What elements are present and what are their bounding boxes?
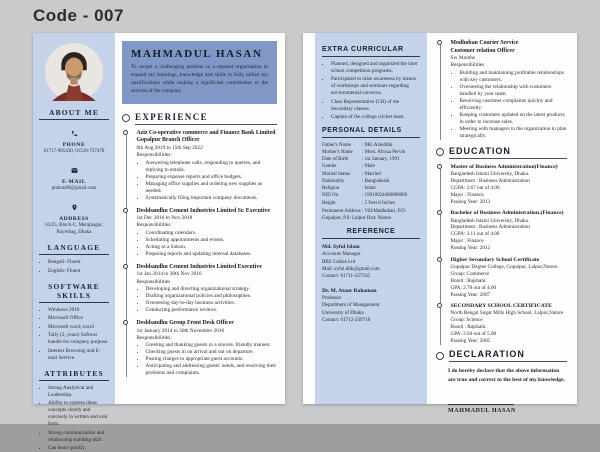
list-item: • Bengali- Fluent [48,259,109,266]
phone-label: PHONE [62,142,86,148]
personal-details-heading: PERSONAL DETAILS [322,127,420,138]
detail-value: : Islam [362,185,420,192]
list-item: Contact: 01711-227565 [322,273,371,280]
entry-responsibilities-label: Responsibilities: [136,335,172,342]
list-item: Group: Science [450,317,483,324]
list-item: Contact: 01712-239716 [322,317,371,323]
list-item: North Bengal Sugar Mills High School, Lalpur,Natore [450,310,564,317]
work-responsibilities-label: Responsibilities [450,62,485,69]
list-item: • Coordinating calendars. [146,230,278,237]
detail-value: : 5 Feet 8 Inches [362,200,420,207]
detail-value: : 19910024400000009 [362,192,420,199]
list-item: Passing Year: 2012 [450,245,491,252]
detail-value: : Male [362,163,420,170]
detail-value: : 1st January, 1991 [362,156,420,163]
section-circle-icon [122,114,130,122]
entry-bullet-list [137,342,278,377]
list-item: • Anticipating and addressing guests' needs, and resolving their problems and complaints. [146,363,278,377]
timeline-dot-icon [437,40,442,45]
attributes-heading: ATTRIBUTES [39,369,109,381]
list-item: • Acting as a liaison. [146,244,278,251]
language-list [39,259,109,275]
timeline-dot-icon [123,264,128,269]
list-item: • Microsoft Office [48,315,109,322]
reference-heading: REFERENCE [322,228,420,239]
name-header [122,41,277,104]
email-label: E-MAIL [61,179,87,185]
page-title: Code - 007 [33,6,124,25]
list-item: CGPA: 3.67 out of 4.00 [450,184,500,191]
experience-entry [137,320,278,377]
degree-details [451,171,568,206]
signature-name: MAHMADUL HASAN [448,407,516,414]
about-me-heading: ABOUT ME [39,108,109,120]
software-skills-list [39,307,109,362]
education-heading: EDUCATION [449,146,567,159]
address-value: 63/25, Block-C, Merajnagar, Rayerbag, Dhaka [45,223,103,235]
list-item: • English- Fluent [48,268,109,275]
timeline-dot-icon [123,130,128,135]
personal-detail-row [322,200,420,207]
detail-label: Height [322,200,336,206]
list-item: University of Dhaka [322,309,364,316]
entry-responsibilities-label: Responsibilities: [136,222,172,229]
signature-block [448,404,567,414]
envelope-icon [71,161,78,178]
email-block [39,161,109,192]
education-entry [451,210,568,252]
timeline-dot-icon [437,303,442,308]
entry-period: 1st Jan 2014 to 30th Nov 2016 [136,271,202,278]
list-item: • Systematically filing important company documents. [146,195,278,202]
phone-icon [71,124,78,141]
detail-label: Father's Name [322,142,351,148]
personal-detail-row [322,178,420,185]
list-item: GPA: 3.94 out of 5.00 [450,331,497,338]
list-item: • Strong Analytical and Leadership. [48,385,109,399]
detail-label: Nationality [322,178,345,184]
list-item: Mail: syful.dhk@gmail.com [322,265,380,272]
resume-page-2 [303,33,577,414]
portrait-photo-icon [45,43,103,101]
entry-title: Deshbandhu Cement Industries Limited Sr. Executive [136,207,270,214]
personal-detail-row [322,192,420,199]
education-timeline [440,164,568,345]
list-item: • Internet Browsing and E-mail Service. [48,348,109,362]
degree-title: SECONDARY SCHOOL CERTIFICATE [450,303,552,310]
list-item: Passing Year: 2007 [450,291,491,298]
personal-detail-row [322,156,420,163]
list-item: • Microsoft word, excel [48,324,109,331]
list-item: • Building and maintaining profitable relationships with key customers. [460,70,568,84]
detail-value: : Most. Afroza Pervin [362,149,420,156]
list-item: • Planned, designed and organized the inter school competition programs. [331,61,420,75]
detail-label: Mother's Name [322,149,353,155]
phone-block [39,124,109,155]
list-item: • Windows 2010 [48,307,109,314]
list-item: • Captain of the college cricket team. [331,114,420,121]
list-item: • Tally (2, years) Softwar handle for company purpose. [48,332,109,346]
list-item: • Answering telephone calls, responding to queries, and replying to emails. [146,160,278,174]
declaration-heading: DECLARATION [449,349,567,362]
list-item: Gopalpur Degree College, Gopalpur, Lalpur,Natore. [450,264,559,270]
list-item: • Keeping customers updated on the latest products in order to increase sales. [460,112,568,126]
entry-period: 6th Aug 2019 to 15th Sep 2022 [136,144,203,151]
list-item: • Scheduling appointments and events. [146,237,278,244]
work-bullet-list [451,70,568,140]
list-item: BBS Cables Ltd [322,258,356,265]
detail-label: Religion [322,186,340,192]
reference-name: Dr. M. Ataur Rahaman [322,287,377,294]
list-item: • Checking guests in on arrival and out on departure. [146,349,278,356]
list-item: • Managing office supplies and ordering new supplies as needed. [146,181,278,195]
list-item: • Can learn quickly. [48,445,109,452]
entry-bullet-list [137,230,278,258]
experience-heading: EXPERIENCE [135,112,277,125]
list-item: Department : Business Administration [450,178,530,185]
degree-details [451,264,568,299]
attributes-list [39,385,109,452]
list-item: Group: Commerce [450,270,490,277]
work-company: Modhuban Courier Service [450,40,519,46]
personal-detail-row [322,171,420,178]
detail-label: Marital Status [322,171,351,177]
education-entry [451,164,568,206]
entry-bullet-list [137,286,278,314]
list-item: Major : Finance [450,238,484,245]
section-circle-icon [436,352,444,360]
list-item: Bangladesh Islami University, Dhaka. [450,217,530,224]
experience-section-header [122,112,277,125]
timeline-dot-icon [123,320,128,325]
section-circle-icon [436,148,444,156]
declaration-text: I do hereby declare that the above information are true and correct to the best of my knowledge. [448,368,565,383]
work-timeline [440,40,568,140]
experience-timeline [126,130,278,378]
timeline-dot-icon [437,164,442,169]
extra-curricular-list [322,61,420,122]
signature-line [448,404,514,405]
list-item: • Overseeing the relationship with customers handled by your team. [460,84,568,98]
list-item: • Preparing reports and updating internal databases. [146,251,278,258]
reference-entry [322,243,420,281]
personal-detail-row [322,142,420,149]
list-item: • Developing and directing organizational strategy. [146,286,278,293]
phone-value: 01717-905430, 01516-737478 [43,149,105,154]
personal-detail-row [322,149,420,156]
page2-left-column [315,33,427,404]
entry-title: Deshbandhu Cement Industries Limited Executive [136,263,262,270]
list-item: • Ability to express ideas concepts clearly and concisely in written and oral form. [48,400,109,428]
list-item: GPA: 2.70 out of 4.00 [450,284,497,291]
list-item: • Class Representative (CR) of the Secondary classes. [331,99,420,113]
page1-main-column [115,33,285,404]
detail-label: Date of Birth [322,157,349,163]
detail-label: Gender [322,164,337,170]
list-item: CGPA: 3.11 out of 4.00 [450,231,500,238]
extra-curricular-heading: EXTRA CURRICULAR [322,46,420,57]
list-item: • Meeting with managers in the organization to plan strategically. [460,126,568,140]
timeline-dot-icon [437,210,442,215]
list-item: Board : Rajshahi. [450,277,487,284]
degree-title: Higher Secondary School Certificate [450,256,540,263]
entry-period: 1st January 2014 to 30th November 2016 [136,327,225,334]
entry-title: Aziz Co-operative commerce and Finance Bank Limited Gopalpur Branch Officer [136,129,276,144]
experience-entry [137,208,278,258]
detail-value: : Bangladeshi [362,178,420,185]
entry-title: Deshbandhu Group Front Desk Officer [136,320,234,327]
personal-details-rows [322,142,420,207]
personal-detail-row [322,185,420,192]
address-block [39,198,109,236]
degree-details [451,218,568,253]
avatar [45,43,103,101]
education-entry [451,303,568,345]
list-item: Department : Business Administration [450,224,530,231]
degree-title: Master of Business Administration(Finance) [450,163,558,170]
list-item: • Preparing expense reports and office budgets. [146,174,278,181]
permanent-address: Permanent Address : Vill:Madhubari, P.O. Gopalpur, P.S: Lalpur Dist: Natore [322,208,407,222]
list-item: • Strong communication and relationship building skill. [48,430,109,444]
list-item: Passing Year: 2005 [450,338,491,345]
list-item: • Greeting and thanking guests in a sincere, friendly manner. [146,342,278,349]
location-pin-icon [71,198,78,215]
reference-details [322,251,420,281]
language-heading: LANGUAGE [39,243,109,255]
person-name: MAHMADUL HASAN [131,48,263,60]
list-item: Board : Rajshahi. [450,324,487,331]
resume-page-1 [33,33,285,452]
reference-details [322,295,420,325]
email-value: plabon89@gmail.com [51,186,97,191]
detail-value: : Married [362,171,420,178]
list-item: • Resolving customer complaints quickly and efficiently. [460,98,568,112]
experience-entry [137,130,278,202]
timeline-dot-icon [437,257,442,262]
reference-entry [322,287,420,325]
list-item: Major : Finance [450,191,484,198]
personal-detail-row [322,163,420,170]
timeline-dot-icon [123,208,128,213]
page2-right-column [427,33,577,414]
list-item: Passing Year: 2013 [450,198,491,205]
entry-responsibilities-label: Responsibilities [136,278,171,285]
list-item: • Overseeing day-to-day business activities. [146,300,278,307]
entry-period: 1st Dec 2016 to Nov 2018 [136,215,193,222]
list-item: • Conducting performance reviews. [146,307,278,314]
list-item: Bangladesh Islami University, Dhaka. [450,171,530,178]
list-item: Department of Management [322,302,380,309]
education-entry [451,257,568,299]
list-item: • Participated to raise awareness by means of workshops and seminars regarding environmental concerns. [331,76,420,97]
education-section-header [436,146,567,159]
work-role: Customer relation Officer [450,47,515,54]
detail-label: NID No [322,193,339,199]
entry-bullet-list [137,160,278,202]
address-label: ADDRESS [59,216,89,222]
sidebar [33,33,115,452]
reference-name: Md. Syful Islam [322,243,360,250]
software-skills-heading: SOFTWARE SKILLS [39,282,109,303]
entry-responsibilities-label: Responsibilities: [136,152,172,159]
work-duration: Six Months [450,55,476,62]
list-item: Accounts Manager [322,251,361,258]
experience-entry [137,264,278,314]
work-entry [451,40,568,140]
degree-details [451,310,568,345]
declaration-section-header [436,349,567,362]
list-item: • Drafting organizational policies and philosophies. [146,293,278,300]
list-item: Professor [322,294,342,301]
career-summary: To secure a challenging position in a reputed organisation to expand my learnings, knowledge and skills to fully utilize my qualifications while making a significant contribution to the success of the company. [131,64,268,94]
degree-title: Bachelor of Business Administration.(Finance) [450,210,564,217]
detail-value: : Md. Alauddin [362,142,420,149]
list-item: • Posting charges to appropriate guest accounts. [146,356,278,363]
